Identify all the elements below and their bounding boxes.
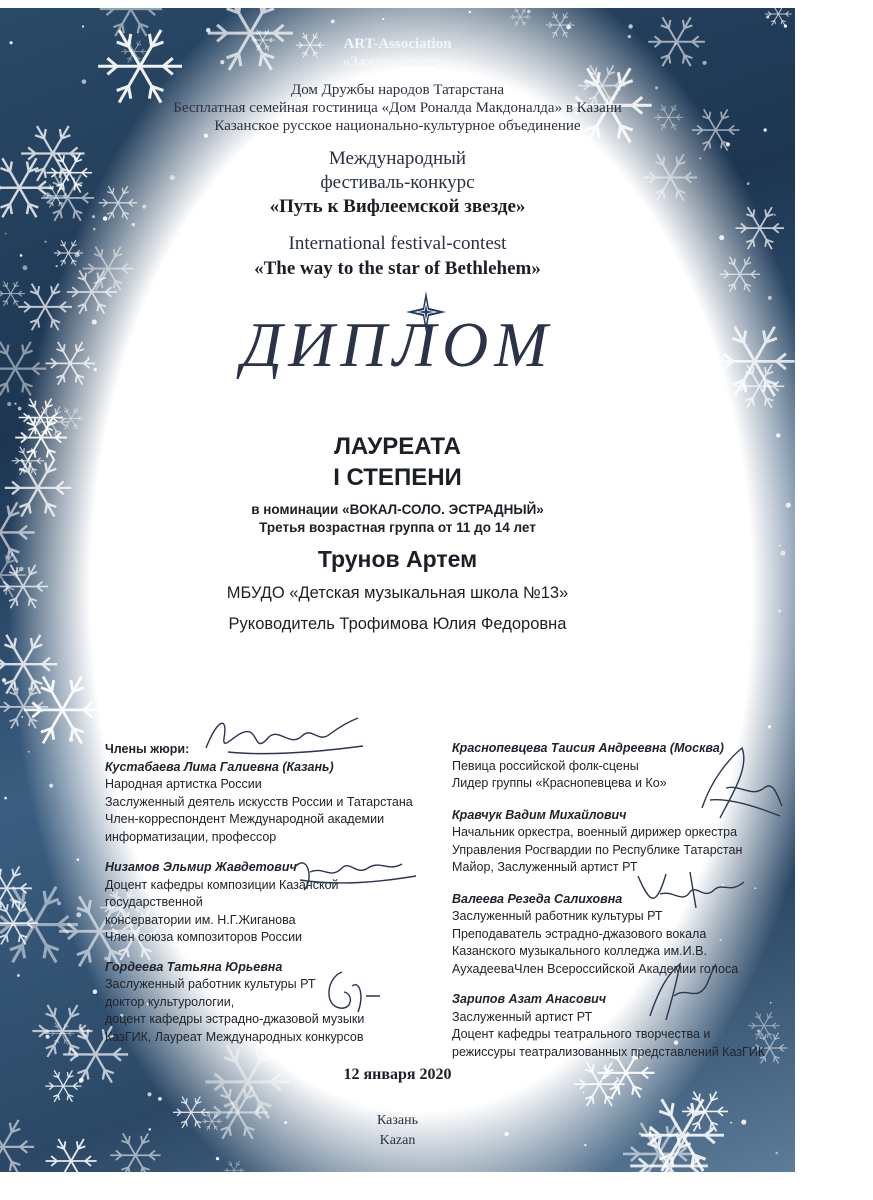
issue-date: 12 января 2020 (343, 1066, 452, 1083)
jury-label: Члены жюри: (105, 742, 190, 756)
partner-2: Бесплатная семейная гостиница «Дом Роналда Макдоналда» в Казани (173, 100, 622, 116)
snowflake-icon (0, 866, 32, 910)
jury-member: Гордеева Татьяна Юрьевна Заслуженный работник культуры РТ доктор культурологии, доцент кафедры эстрадно-джазовой музыки КазГИК, Лауреат Международных конкурсов (105, 959, 365, 1044)
festival-en-line1: International festival-contest (288, 233, 507, 254)
city-ru: Казань (377, 1113, 418, 1128)
signature-nizamov (290, 846, 420, 898)
award-nomination: в номинации «ВОКАЛ-СОЛО. ЭСТРАДНЫЙ» (251, 502, 544, 517)
jury-member: Зарипов Азат Анасович Заслуженный артист РТ Доцент кафедры театрального творчества и режиссуры театрализованных представлений КазГИК (452, 992, 766, 1059)
award-title-line2: I СТЕПЕНИ (333, 464, 462, 491)
jury-member: Низамов Эльмир Жавдетович Доцент кафедры композиции Казанской государственной консерватории им. Н.Г.Жиганова Член союза композиторов России (105, 860, 339, 944)
award-age-group: Третья возрастная группа от 11 до 14 лет (259, 520, 536, 535)
festival-ru-name: «Путь к Вифлеемской звезде» (269, 196, 526, 217)
snowflake-icon (224, 1161, 245, 1172)
jury-member: Краснопевцева Таисия Андреевна (Москва) Певица российской фолк-сцены Лидер группы «Краснопевцева и Ко» (452, 741, 724, 790)
participant-name: Трунов Артем (317, 546, 478, 572)
snowflake-icon (49, 1022, 75, 1044)
city-en: Kazan (379, 1133, 416, 1148)
snowflake-icon (58, 407, 84, 429)
snowflake-icon (0, 281, 25, 306)
school-name: МБУДО «Детская музыкальная школа №13» (226, 584, 569, 602)
signature-krasnopevtseva (690, 738, 785, 828)
festival-ru-line1: Международный (328, 148, 467, 169)
snowflake-icon (100, 8, 162, 36)
jury-member: Валеева Резеда Салиховна Заслуженный работник культуры РТ Преподаватель эстрадно-джазового вокала Казанского музыкального колледжа им.И.В. АухадееваЧлен Всероссийской Академии голоса (452, 891, 739, 976)
signature-gordeeva (318, 966, 388, 1021)
jury-member: Кустабаева Лима Галиевна (Казань) Народная артистка России Заслуженный деятель искусств России и Татарстана Член-корреспондент Международной академии информатизации, профессор (105, 759, 413, 844)
supervisor-name: Руководитель Трофимова Юлия Федоровна (228, 615, 567, 633)
association-slogan: «Зажечь звезду» (342, 54, 453, 70)
festival-ru-line2: фестиваль-конкурс (320, 172, 475, 193)
signature-valeeva (630, 864, 750, 914)
snowflake-frame (0, 8, 795, 1172)
signature-zaripov (640, 956, 720, 1026)
partner-1: Дом Дружбы народов Татарстана (290, 82, 505, 98)
partner-3: Казанское русское национально-культурное объединение (214, 118, 581, 134)
festival-en-name: «The way to the star of Bethlehem» (254, 258, 541, 279)
award-title-line1: ЛАУРЕАТА (334, 433, 461, 460)
snowflake-icon (546, 13, 575, 38)
association-name: ART-Association (343, 36, 452, 52)
diploma-title: ДИПЛОМ (241, 309, 554, 380)
signature-kustabaeva (198, 708, 368, 770)
jury-member: Кравчук Вадим Михайлович Начальник оркестра, военный дирижер оркестра Управления Росгвардии по Республике Татарстан Майор, Заслуженный артист РТ (452, 807, 743, 874)
